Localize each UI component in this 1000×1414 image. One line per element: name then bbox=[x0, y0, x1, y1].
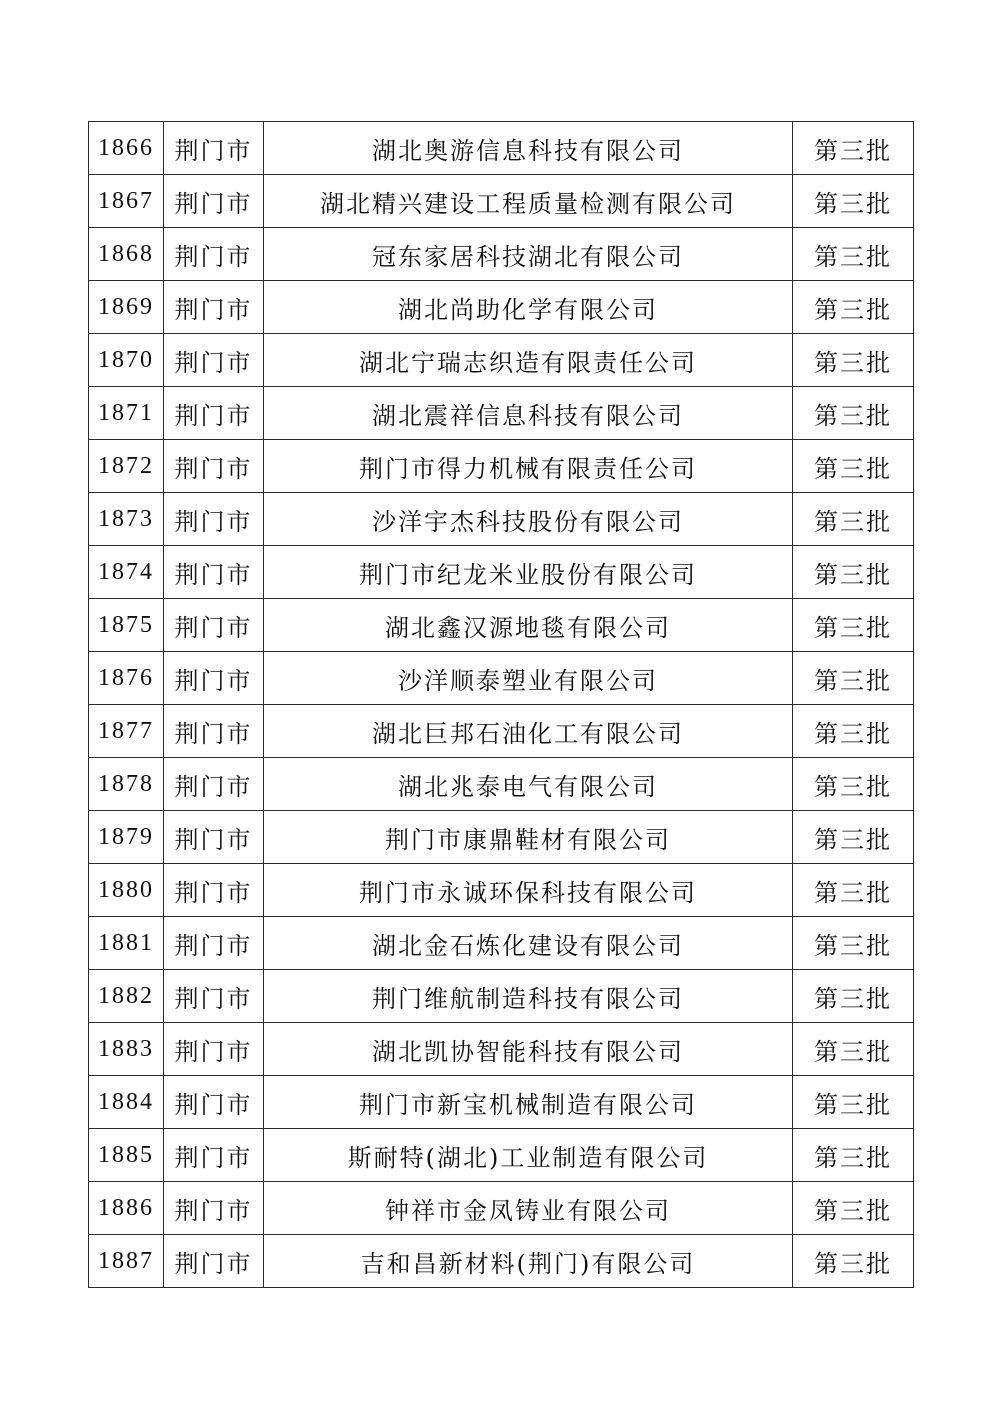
row-company-cell: 湖北宁瑞志织造有限责任公司 bbox=[264, 334, 793, 387]
table-row bbox=[89, 387, 914, 440]
row-company-cell: 荆门市康鼎鞋材有限公司 bbox=[264, 811, 793, 864]
table-row bbox=[89, 758, 914, 811]
row-company-cell: 斯耐特(湖北)工业制造有限公司 bbox=[264, 1129, 793, 1182]
row-city-cell: 荆门市 bbox=[164, 599, 264, 652]
row-city-cell: 荆门市 bbox=[164, 281, 264, 334]
table-row bbox=[89, 334, 914, 387]
table-row bbox=[89, 1182, 914, 1235]
row-company-cell: 荆门市得力机械有限责任公司 bbox=[264, 440, 793, 493]
row-city-cell: 荆门市 bbox=[164, 758, 264, 811]
row-batch-cell: 第三批 bbox=[793, 970, 914, 1023]
table-row bbox=[89, 493, 914, 546]
row-number-cell: 1875 bbox=[89, 599, 164, 652]
row-number-cell: 1871 bbox=[89, 387, 164, 440]
row-company-cell: 湖北兆泰电气有限公司 bbox=[264, 758, 793, 811]
row-number-cell: 1867 bbox=[89, 175, 164, 228]
row-company-cell: 荆门市纪龙米业股份有限公司 bbox=[264, 546, 793, 599]
row-batch-cell: 第三批 bbox=[793, 281, 914, 334]
row-batch-cell: 第三批 bbox=[793, 1023, 914, 1076]
row-batch-cell: 第三批 bbox=[793, 175, 914, 228]
table-row bbox=[89, 705, 914, 758]
row-number-cell: 1874 bbox=[89, 546, 164, 599]
row-batch-cell: 第三批 bbox=[793, 864, 914, 917]
row-batch-cell: 第三批 bbox=[793, 1129, 914, 1182]
table-row bbox=[89, 917, 914, 970]
table-row bbox=[89, 1129, 914, 1182]
table-row bbox=[89, 811, 914, 864]
row-number-cell: 1884 bbox=[89, 1076, 164, 1129]
row-company-cell: 湖北鑫汉源地毯有限公司 bbox=[264, 599, 793, 652]
row-batch-cell: 第三批 bbox=[793, 1235, 914, 1288]
row-city-cell: 荆门市 bbox=[164, 970, 264, 1023]
row-number-cell: 1868 bbox=[89, 228, 164, 281]
row-city-cell: 荆门市 bbox=[164, 864, 264, 917]
row-batch-cell: 第三批 bbox=[793, 758, 914, 811]
row-number-cell: 1882 bbox=[89, 970, 164, 1023]
row-batch-cell: 第三批 bbox=[793, 652, 914, 705]
row-company-cell: 湖北尚助化学有限公司 bbox=[264, 281, 793, 334]
row-company-cell: 荆门市永诚环保科技有限公司 bbox=[264, 864, 793, 917]
row-batch-cell: 第三批 bbox=[793, 387, 914, 440]
table-row bbox=[89, 281, 914, 334]
row-city-cell: 荆门市 bbox=[164, 1129, 264, 1182]
row-city-cell: 荆门市 bbox=[164, 387, 264, 440]
row-company-cell: 湖北巨邦石油化工有限公司 bbox=[264, 705, 793, 758]
row-city-cell: 荆门市 bbox=[164, 1182, 264, 1235]
company-list-table bbox=[88, 121, 914, 1288]
row-city-cell: 荆门市 bbox=[164, 440, 264, 493]
row-company-cell: 湖北凯协智能科技有限公司 bbox=[264, 1023, 793, 1076]
row-city-cell: 荆门市 bbox=[164, 811, 264, 864]
row-batch-cell: 第三批 bbox=[793, 705, 914, 758]
row-city-cell: 荆门市 bbox=[164, 334, 264, 387]
row-number-cell: 1870 bbox=[89, 334, 164, 387]
row-city-cell: 荆门市 bbox=[164, 652, 264, 705]
table-row bbox=[89, 122, 914, 175]
row-batch-cell: 第三批 bbox=[793, 546, 914, 599]
row-city-cell: 荆门市 bbox=[164, 228, 264, 281]
row-number-cell: 1872 bbox=[89, 440, 164, 493]
row-company-cell: 吉和昌新材料(荆门)有限公司 bbox=[264, 1235, 793, 1288]
row-batch-cell: 第三批 bbox=[793, 917, 914, 970]
row-batch-cell: 第三批 bbox=[793, 122, 914, 175]
row-number-cell: 1880 bbox=[89, 864, 164, 917]
row-number-cell: 1869 bbox=[89, 281, 164, 334]
table-row bbox=[89, 440, 914, 493]
table-row bbox=[89, 652, 914, 705]
table-row bbox=[89, 1235, 914, 1288]
row-batch-cell: 第三批 bbox=[793, 1182, 914, 1235]
row-city-cell: 荆门市 bbox=[164, 175, 264, 228]
row-company-cell: 荆门维航制造科技有限公司 bbox=[264, 970, 793, 1023]
row-number-cell: 1885 bbox=[89, 1129, 164, 1182]
row-batch-cell: 第三批 bbox=[793, 1076, 914, 1129]
row-city-cell: 荆门市 bbox=[164, 122, 264, 175]
table-row bbox=[89, 546, 914, 599]
row-number-cell: 1881 bbox=[89, 917, 164, 970]
table-body bbox=[89, 122, 914, 1288]
row-batch-cell: 第三批 bbox=[793, 334, 914, 387]
row-number-cell: 1876 bbox=[89, 652, 164, 705]
table-row bbox=[89, 1076, 914, 1129]
table-row bbox=[89, 864, 914, 917]
row-company-cell: 湖北精兴建设工程质量检测有限公司 bbox=[264, 175, 793, 228]
row-company-cell: 湖北震祥信息科技有限公司 bbox=[264, 387, 793, 440]
row-batch-cell: 第三批 bbox=[793, 440, 914, 493]
row-company-cell: 湖北金石炼化建设有限公司 bbox=[264, 917, 793, 970]
row-batch-cell: 第三批 bbox=[793, 493, 914, 546]
row-city-cell: 荆门市 bbox=[164, 546, 264, 599]
row-number-cell: 1878 bbox=[89, 758, 164, 811]
table-row bbox=[89, 175, 914, 228]
row-number-cell: 1886 bbox=[89, 1182, 164, 1235]
table-row bbox=[89, 228, 914, 281]
row-number-cell: 1866 bbox=[89, 122, 164, 175]
row-number-cell: 1879 bbox=[89, 811, 164, 864]
row-number-cell: 1887 bbox=[89, 1235, 164, 1288]
row-city-cell: 荆门市 bbox=[164, 1235, 264, 1288]
row-company-cell: 冠东家居科技湖北有限公司 bbox=[264, 228, 793, 281]
row-number-cell: 1873 bbox=[89, 493, 164, 546]
row-city-cell: 荆门市 bbox=[164, 705, 264, 758]
row-city-cell: 荆门市 bbox=[164, 493, 264, 546]
table-row bbox=[89, 1023, 914, 1076]
row-company-cell: 钟祥市金凤铸业有限公司 bbox=[264, 1182, 793, 1235]
row-batch-cell: 第三批 bbox=[793, 228, 914, 281]
row-number-cell: 1883 bbox=[89, 1023, 164, 1076]
row-city-cell: 荆门市 bbox=[164, 1076, 264, 1129]
row-company-cell: 荆门市新宝机械制造有限公司 bbox=[264, 1076, 793, 1129]
table-row bbox=[89, 970, 914, 1023]
row-city-cell: 荆门市 bbox=[164, 917, 264, 970]
row-company-cell: 沙洋宇杰科技股份有限公司 bbox=[264, 493, 793, 546]
row-company-cell: 湖北奥游信息科技有限公司 bbox=[264, 122, 793, 175]
row-city-cell: 荆门市 bbox=[164, 1023, 264, 1076]
row-number-cell: 1877 bbox=[89, 705, 164, 758]
table-row bbox=[89, 599, 914, 652]
row-batch-cell: 第三批 bbox=[793, 599, 914, 652]
row-company-cell: 沙洋顺泰塑业有限公司 bbox=[264, 652, 793, 705]
row-batch-cell: 第三批 bbox=[793, 811, 914, 864]
